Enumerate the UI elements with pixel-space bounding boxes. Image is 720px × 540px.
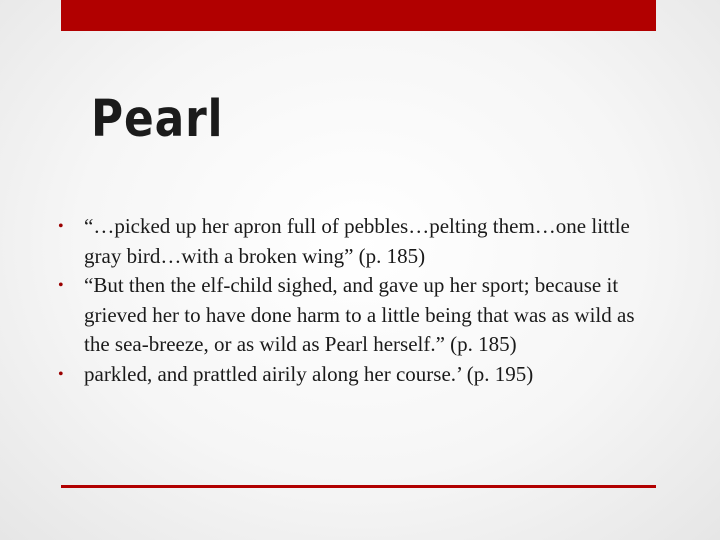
bullet-marker-icon: • — [58, 365, 64, 383]
bullet-marker-icon: • — [58, 277, 64, 294]
slide-title: Pearl — [91, 90, 224, 149]
bullet-list — [58, 212, 658, 389]
top-accent-bar — [61, 0, 656, 31]
bullet-marker-icon: • — [58, 218, 64, 235]
bullet-text-1: “…picked up her apron full of pebbles…pelting them…one little gray bird…with a broken wing” (p. 185) — [84, 214, 630, 268]
bottom-divider — [61, 485, 656, 488]
bullet-item-3 — [58, 360, 658, 390]
bullet-text-2: “But then the elf-child sighed, and gave up her sport; because it grieved her to have done harm to a little being that was as wild as the sea-breeze, or as wild as Pearl herself.” (p. 185) — [84, 273, 635, 356]
bullet-item-1 — [58, 212, 658, 271]
bullet-text-3: parkled, and prattled airily along her course.’ (p. 195) — [84, 361, 534, 386]
bullet-item-2 — [58, 271, 658, 360]
